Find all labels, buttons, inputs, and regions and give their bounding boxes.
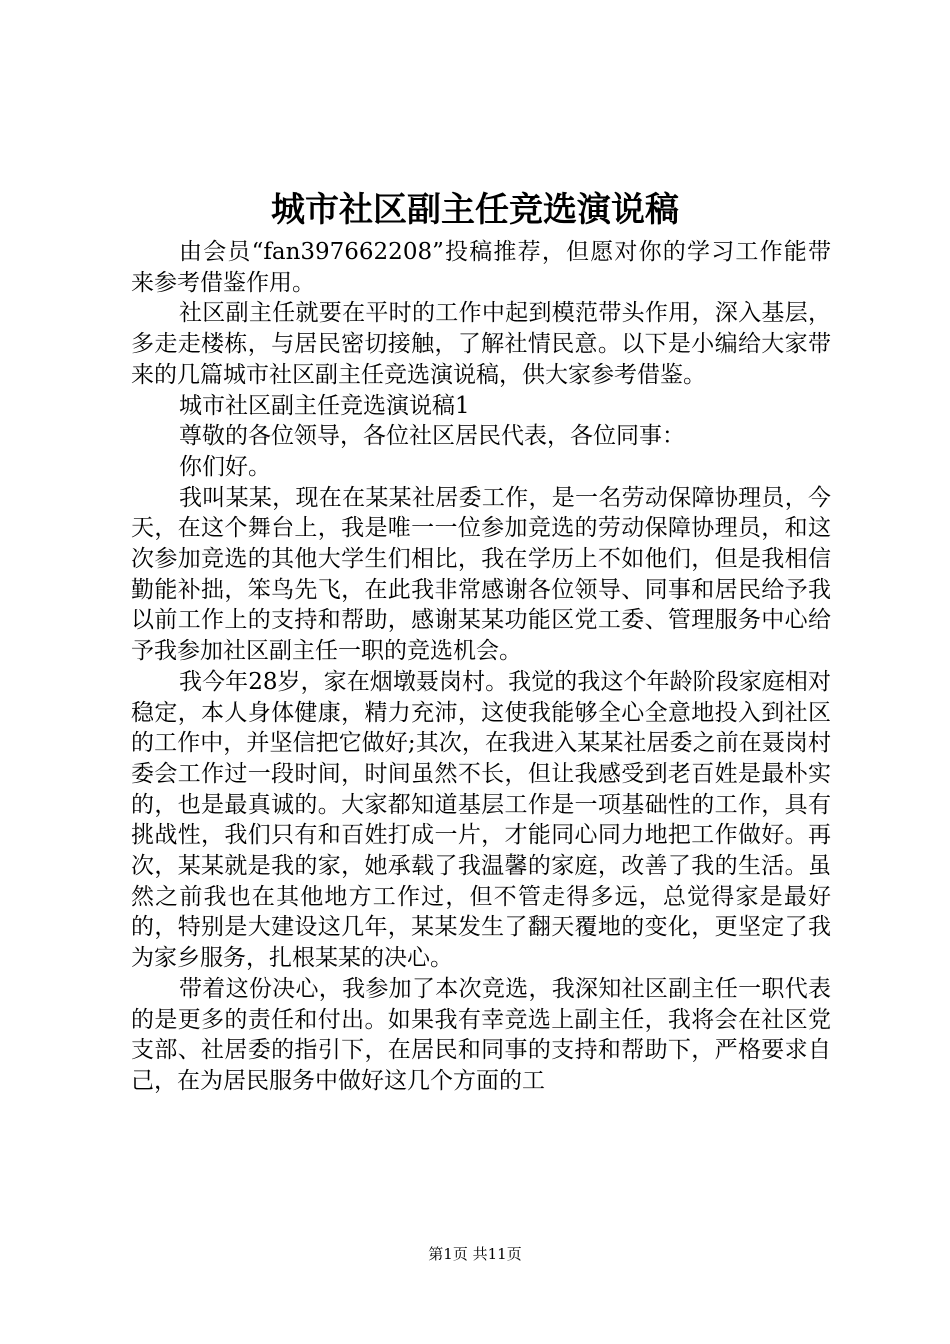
page-footer: 第1页 共11页 <box>428 1245 522 1263</box>
paragraph: 我叫某某，现在在某某社居委工作，是一名劳动保障协理员，今天，在这个舞台上，我是唯一一位参加竞选的劳动保障协理员，和这次参加竞选的其他大学生们相比，我在学历上不如他们，但是我相信勤能补拙，笨鸟先飞，在此我非常感谢各位领导、同事和居民给予我以前工作上的支持和帮助，感谢某某功能区党工委、管理服务中心给予我参加社区副主任一职的竞选机会。 <box>131 484 831 665</box>
paragraph: 社区副主任就要在平时的工作中起到模范带头作用，深入基层，多走走楼栋，与居民密切接触，了解社情民意。以下是小编给大家带来的几篇城市社区副主任竞选演说稿，供大家参考借鉴。 <box>131 300 831 388</box>
salutation: 尊敬的各位领导，各位社区居民代表，各位同事： <box>179 423 685 450</box>
document-title: 城市社区副主任竞选演说稿 <box>271 190 679 230</box>
paragraph: 我今年28岁，家在烟墩聂岗村。我觉的我这个年龄阶段家庭相对稳定，本人身体健康，精力充沛，这使我能够全心全意地投入到社区的工作中，并坚信把它做好;其次，在我进入某某社居委之前在聂岗村委会工作过一段时间，时间虽然不长，但让我感受到老百姓是最朴实的，也是最真诚的。大家都知道基层工作是一项基础性的工作，具有挑战性，我们只有和百姓打成一片，才能同心同力地把工作做好。再次，某某就是我的家，她承载了我温馨的家庭，改善了我的生活。虽然之前我也在其他地方工作过，但不管走得多远，总觉得家是最好的，特别是大建设这几年，某某发生了翻天覆地的变化，更坚定了我为家乡服务，扎根某某的决心。 <box>131 668 831 972</box>
document-body <box>131 237 831 1097</box>
greeting: 你们好。 <box>179 453 271 480</box>
section-heading: 城市社区副主任竞选演说稿1 <box>179 392 470 419</box>
paragraph: 带着这份决心，我参加了本次竞选，我深知社区副主任一职代表的是更多的责任和付出。如果我有幸竞选上副主任，我将会在社区党支部、社居委的指引下，在居民和同事的支持和帮助下，严格要求自己，在为居民服务中做好这几个方面的工 <box>131 975 831 1094</box>
paragraph: 由会员“fan397662208”投稿推荐，但愿对你的学习工作能带来参考借鉴作用。 <box>131 239 831 296</box>
